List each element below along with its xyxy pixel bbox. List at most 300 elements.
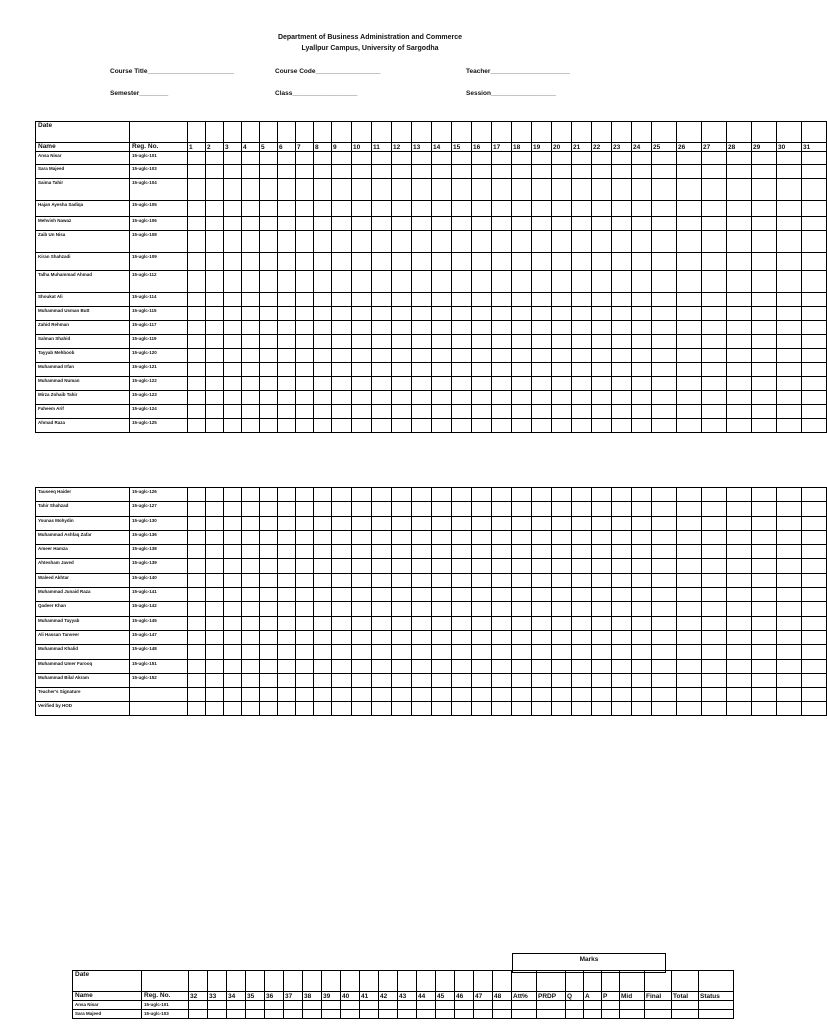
attendance-cell[interactable]	[188, 405, 206, 419]
signature-cell[interactable]	[652, 702, 677, 716]
signature-cell[interactable]	[532, 688, 552, 702]
attendance-cell[interactable]	[412, 405, 432, 419]
signature-cell[interactable]	[412, 702, 432, 716]
attendance-cell[interactable]	[352, 419, 372, 433]
attendance-cell[interactable]	[260, 573, 278, 587]
attendance-cell[interactable]	[296, 271, 314, 293]
attendance-cell[interactable]	[472, 179, 492, 201]
attendance-cell[interactable]	[632, 588, 652, 602]
signature-cell[interactable]	[572, 688, 592, 702]
attendance-cell[interactable]	[265, 1001, 284, 1010]
attendance-cell[interactable]	[612, 217, 632, 231]
attendance-cell[interactable]	[432, 335, 452, 349]
attendance-cell[interactable]	[727, 616, 752, 630]
attendance-cell[interactable]	[314, 630, 332, 644]
attendance-cell[interactable]	[752, 530, 777, 544]
attendance-cell[interactable]	[632, 616, 652, 630]
attendance-cell[interactable]	[332, 588, 352, 602]
attendance-cell[interactable]	[206, 559, 224, 573]
attendance-cell[interactable]	[652, 307, 677, 321]
attendance-cell[interactable]	[352, 405, 372, 419]
attendance-cell[interactable]	[372, 673, 392, 687]
attendance-cell[interactable]	[314, 659, 332, 673]
attendance-cell[interactable]	[612, 419, 632, 433]
marks-cell[interactable]	[602, 1010, 620, 1019]
attendance-cell[interactable]	[632, 335, 652, 349]
attendance-cell[interactable]	[572, 201, 592, 217]
date-cell[interactable]	[677, 122, 702, 143]
attendance-cell[interactable]	[224, 559, 242, 573]
attendance-cell[interactable]	[474, 1001, 493, 1010]
attendance-cell[interactable]	[224, 488, 242, 502]
attendance-cell[interactable]	[296, 488, 314, 502]
attendance-cell[interactable]	[227, 1010, 246, 1019]
attendance-cell[interactable]	[572, 488, 592, 502]
semester-field[interactable]: Semester________	[110, 90, 169, 97]
attendance-cell[interactable]	[727, 530, 752, 544]
attendance-cell[interactable]	[352, 391, 372, 405]
attendance-cell[interactable]	[260, 659, 278, 673]
date-cell[interactable]	[379, 971, 398, 992]
attendance-cell[interactable]	[752, 588, 777, 602]
attendance-cell[interactable]	[677, 165, 702, 179]
attendance-cell[interactable]	[352, 231, 372, 253]
attendance-cell[interactable]	[652, 363, 677, 377]
attendance-cell[interactable]	[432, 588, 452, 602]
attendance-cell[interactable]	[188, 377, 206, 391]
attendance-cell[interactable]	[532, 659, 552, 673]
attendance-cell[interactable]	[296, 673, 314, 687]
attendance-cell[interactable]	[412, 516, 432, 530]
date-cell[interactable]	[493, 971, 512, 992]
attendance-cell[interactable]	[802, 645, 827, 659]
attendance-cell[interactable]	[532, 321, 552, 335]
attendance-cell[interactable]	[512, 673, 532, 687]
attendance-cell[interactable]	[572, 307, 592, 321]
attendance-cell[interactable]	[260, 488, 278, 502]
attendance-cell[interactable]	[206, 165, 224, 179]
attendance-cell[interactable]	[392, 602, 412, 616]
attendance-cell[interactable]	[512, 349, 532, 363]
attendance-cell[interactable]	[296, 321, 314, 335]
attendance-cell[interactable]	[702, 488, 727, 502]
attendance-cell[interactable]	[802, 335, 827, 349]
attendance-cell[interactable]	[352, 253, 372, 271]
attendance-cell[interactable]	[341, 1010, 360, 1019]
attendance-cell[interactable]	[677, 545, 702, 559]
attendance-cell[interactable]	[278, 201, 296, 217]
attendance-cell[interactable]	[552, 335, 572, 349]
signature-cell[interactable]	[224, 702, 242, 716]
attendance-cell[interactable]	[332, 516, 352, 530]
attendance-cell[interactable]	[452, 363, 472, 377]
attendance-cell[interactable]	[242, 602, 260, 616]
attendance-cell[interactable]	[278, 217, 296, 231]
attendance-cell[interactable]	[612, 349, 632, 363]
attendance-cell[interactable]	[412, 545, 432, 559]
attendance-cell[interactable]	[314, 616, 332, 630]
attendance-cell[interactable]	[242, 545, 260, 559]
attendance-cell[interactable]	[296, 293, 314, 307]
attendance-cell[interactable]	[652, 616, 677, 630]
attendance-cell[interactable]	[224, 419, 242, 433]
attendance-cell[interactable]	[493, 1001, 512, 1010]
attendance-cell[interactable]	[224, 630, 242, 644]
attendance-cell[interactable]	[278, 419, 296, 433]
status-cell[interactable]	[699, 1001, 734, 1010]
attendance-cell[interactable]	[612, 530, 632, 544]
attendance-cell[interactable]	[752, 659, 777, 673]
attendance-cell[interactable]	[652, 271, 677, 293]
attendance-cell[interactable]	[398, 1001, 417, 1010]
attendance-cell[interactable]	[242, 321, 260, 335]
attendance-cell[interactable]	[512, 293, 532, 307]
attendance-cell[interactable]	[572, 673, 592, 687]
attendance-cell[interactable]	[612, 659, 632, 673]
attendance-cell[interactable]	[612, 573, 632, 587]
attendance-cell[interactable]	[296, 363, 314, 377]
attendance-cell[interactable]	[352, 335, 372, 349]
attendance-cell[interactable]	[296, 349, 314, 363]
signature-cell[interactable]	[452, 702, 472, 716]
signature-cell[interactable]	[188, 702, 206, 716]
attendance-cell[interactable]	[372, 488, 392, 502]
attendance-cell[interactable]	[702, 165, 727, 179]
attendance-cell[interactable]	[260, 602, 278, 616]
attendance-cell[interactable]	[777, 349, 802, 363]
attendance-cell[interactable]	[332, 271, 352, 293]
attendance-cell[interactable]	[802, 419, 827, 433]
attendance-cell[interactable]	[702, 217, 727, 231]
attendance-cell[interactable]	[392, 545, 412, 559]
attendance-cell[interactable]	[206, 271, 224, 293]
attendance-cell[interactable]	[612, 673, 632, 687]
attendance-cell[interactable]	[612, 179, 632, 201]
signature-cell[interactable]	[392, 688, 412, 702]
attendance-cell[interactable]	[188, 545, 206, 559]
attendance-cell[interactable]	[472, 201, 492, 217]
attendance-cell[interactable]	[552, 253, 572, 271]
attendance-cell[interactable]	[278, 391, 296, 405]
date-cell[interactable]	[512, 122, 532, 143]
attendance-cell[interactable]	[224, 545, 242, 559]
attendance-cell[interactable]	[572, 293, 592, 307]
signature-cell[interactable]	[206, 688, 224, 702]
attendance-cell[interactable]	[802, 391, 827, 405]
attendance-cell[interactable]	[412, 293, 432, 307]
attendance-cell[interactable]	[612, 488, 632, 502]
attendance-cell[interactable]	[592, 616, 612, 630]
attendance-cell[interactable]	[632, 349, 652, 363]
attendance-cell[interactable]	[246, 1001, 265, 1010]
attendance-cell[interactable]	[392, 217, 412, 231]
attendance-cell[interactable]	[552, 405, 572, 419]
attendance-cell[interactable]	[492, 559, 512, 573]
date-cell[interactable]	[360, 971, 379, 992]
attendance-cell[interactable]	[552, 502, 572, 516]
attendance-cell[interactable]	[802, 405, 827, 419]
attendance-cell[interactable]	[472, 502, 492, 516]
marks-cell[interactable]	[584, 1001, 602, 1010]
attendance-cell[interactable]	[372, 659, 392, 673]
attendance-cell[interactable]	[592, 645, 612, 659]
attendance-cell[interactable]	[188, 659, 206, 673]
attendance-cell[interactable]	[702, 559, 727, 573]
attendance-cell[interactable]	[332, 377, 352, 391]
date-cell[interactable]	[188, 122, 206, 143]
attendance-cell[interactable]	[472, 545, 492, 559]
attendance-cell[interactable]	[452, 419, 472, 433]
signature-cell[interactable]	[752, 702, 777, 716]
attendance-cell[interactable]	[224, 502, 242, 516]
attendance-cell[interactable]	[432, 271, 452, 293]
attendance-cell[interactable]	[677, 349, 702, 363]
attendance-cell[interactable]	[677, 231, 702, 253]
status-cell[interactable]	[699, 1010, 734, 1019]
attendance-cell[interactable]	[432, 645, 452, 659]
attendance-cell[interactable]	[206, 419, 224, 433]
attendance-cell[interactable]	[802, 377, 827, 391]
attendance-cell[interactable]	[632, 271, 652, 293]
signature-cell[interactable]	[242, 688, 260, 702]
attendance-cell[interactable]	[452, 201, 472, 217]
attendance-cell[interactable]	[432, 673, 452, 687]
attendance-cell[interactable]	[224, 516, 242, 530]
attendance-cell[interactable]	[512, 419, 532, 433]
attendance-cell[interactable]	[392, 165, 412, 179]
attendance-cell[interactable]	[472, 165, 492, 179]
session-field[interactable]: Session__________________	[466, 90, 556, 97]
attendance-cell[interactable]	[242, 405, 260, 419]
attendance-cell[interactable]	[612, 165, 632, 179]
attendance-cell[interactable]	[242, 253, 260, 271]
attendance-cell[interactable]	[242, 502, 260, 516]
attendance-cell[interactable]	[260, 405, 278, 419]
attendance-cell[interactable]	[572, 602, 592, 616]
date-cell[interactable]	[632, 122, 652, 143]
attendance-cell[interactable]	[492, 165, 512, 179]
date-cell[interactable]	[612, 122, 632, 143]
attendance-cell[interactable]	[314, 645, 332, 659]
attendance-cell[interactable]	[188, 217, 206, 231]
attendance-cell[interactable]	[512, 377, 532, 391]
attendance-cell[interactable]	[512, 559, 532, 573]
attendance-cell[interactable]	[314, 488, 332, 502]
attendance-cell[interactable]	[652, 630, 677, 644]
attendance-cell[interactable]	[702, 231, 727, 253]
attendance-cell[interactable]	[802, 530, 827, 544]
attendance-cell[interactable]	[532, 391, 552, 405]
attendance-cell[interactable]	[278, 165, 296, 179]
attendance-cell[interactable]	[296, 335, 314, 349]
signature-cell[interactable]	[260, 688, 278, 702]
attendance-cell[interactable]	[492, 201, 512, 217]
attendance-cell[interactable]	[436, 1001, 455, 1010]
attendance-cell[interactable]	[652, 405, 677, 419]
attendance-cell[interactable]	[332, 307, 352, 321]
attendance-cell[interactable]	[492, 502, 512, 516]
attendance-cell[interactable]	[552, 602, 572, 616]
attendance-cell[interactable]	[727, 377, 752, 391]
attendance-cell[interactable]	[432, 363, 452, 377]
course-code-field[interactable]: Course Code__________________	[275, 68, 381, 75]
marks-cell[interactable]	[602, 1001, 620, 1010]
attendance-cell[interactable]	[572, 559, 592, 573]
attendance-cell[interactable]	[752, 630, 777, 644]
attendance-cell[interactable]	[592, 588, 612, 602]
attendance-cell[interactable]	[532, 307, 552, 321]
attendance-cell[interactable]	[296, 231, 314, 253]
attendance-cell[interactable]	[278, 645, 296, 659]
attendance-cell[interactable]	[372, 530, 392, 544]
date-cell[interactable]	[802, 122, 827, 143]
attendance-cell[interactable]	[452, 545, 472, 559]
attendance-cell[interactable]	[278, 516, 296, 530]
attendance-cell[interactable]	[242, 391, 260, 405]
attendance-cell[interactable]	[652, 673, 677, 687]
attendance-cell[interactable]	[372, 349, 392, 363]
attendance-cell[interactable]	[322, 1001, 341, 1010]
signature-cell[interactable]	[677, 702, 702, 716]
attendance-cell[interactable]	[802, 217, 827, 231]
attendance-cell[interactable]	[314, 152, 332, 165]
attendance-cell[interactable]	[188, 588, 206, 602]
attendance-cell[interactable]	[592, 602, 612, 616]
attendance-cell[interactable]	[242, 201, 260, 217]
attendance-cell[interactable]	[332, 616, 352, 630]
attendance-cell[interactable]	[572, 659, 592, 673]
attendance-cell[interactable]	[188, 307, 206, 321]
attendance-cell[interactable]	[777, 335, 802, 349]
attendance-cell[interactable]	[752, 165, 777, 179]
attendance-cell[interactable]	[777, 307, 802, 321]
attendance-cell[interactable]	[206, 335, 224, 349]
attendance-cell[interactable]	[260, 217, 278, 231]
attendance-cell[interactable]	[372, 377, 392, 391]
attendance-cell[interactable]	[188, 321, 206, 335]
attendance-cell[interactable]	[492, 616, 512, 630]
date-cell[interactable]	[777, 122, 802, 143]
attendance-cell[interactable]	[552, 307, 572, 321]
attendance-cell[interactable]	[412, 419, 432, 433]
attendance-cell[interactable]	[632, 419, 652, 433]
signature-cell[interactable]	[224, 688, 242, 702]
attendance-cell[interactable]	[802, 152, 827, 165]
attendance-cell[interactable]	[260, 152, 278, 165]
attendance-cell[interactable]	[632, 573, 652, 587]
attendance-cell[interactable]	[206, 659, 224, 673]
signature-cell[interactable]	[188, 688, 206, 702]
attendance-cell[interactable]	[332, 645, 352, 659]
attendance-cell[interactable]	[206, 645, 224, 659]
attendance-cell[interactable]	[632, 377, 652, 391]
attendance-cell[interactable]	[702, 307, 727, 321]
attendance-cell[interactable]	[472, 217, 492, 231]
attendance-cell[interactable]	[352, 588, 372, 602]
attendance-cell[interactable]	[652, 602, 677, 616]
attendance-cell[interactable]	[802, 253, 827, 271]
attendance-cell[interactable]	[677, 530, 702, 544]
attendance-cell[interactable]	[532, 488, 552, 502]
attendance-cell[interactable]	[352, 545, 372, 559]
attendance-cell[interactable]	[278, 253, 296, 271]
date-cell[interactable]	[341, 971, 360, 992]
attendance-cell[interactable]	[296, 253, 314, 271]
date-cell[interactable]	[436, 971, 455, 992]
attendance-cell[interactable]	[392, 419, 412, 433]
attendance-cell[interactable]	[752, 152, 777, 165]
attendance-cell[interactable]	[188, 630, 206, 644]
signature-cell[interactable]	[552, 702, 572, 716]
attendance-cell[interactable]	[260, 165, 278, 179]
signature-cell[interactable]	[702, 702, 727, 716]
attendance-cell[interactable]	[632, 321, 652, 335]
attendance-cell[interactable]	[227, 1001, 246, 1010]
attendance-cell[interactable]	[452, 405, 472, 419]
signature-cell[interactable]	[532, 702, 552, 716]
attendance-cell[interactable]	[632, 165, 652, 179]
attendance-cell[interactable]	[314, 271, 332, 293]
attendance-cell[interactable]	[632, 201, 652, 217]
signature-cell[interactable]	[296, 702, 314, 716]
attendance-cell[interactable]	[452, 307, 472, 321]
attendance-cell[interactable]	[532, 335, 552, 349]
attendance-cell[interactable]	[652, 391, 677, 405]
date-cell[interactable]	[372, 122, 392, 143]
attendance-cell[interactable]	[206, 231, 224, 253]
attendance-cell[interactable]	[652, 502, 677, 516]
attendance-cell[interactable]	[632, 488, 652, 502]
attendance-cell[interactable]	[592, 307, 612, 321]
attendance-cell[interactable]	[552, 293, 572, 307]
attendance-cell[interactable]	[492, 321, 512, 335]
attendance-cell[interactable]	[512, 307, 532, 321]
attendance-cell[interactable]	[727, 217, 752, 231]
attendance-cell[interactable]	[314, 530, 332, 544]
signature-cell[interactable]	[727, 702, 752, 716]
attendance-cell[interactable]	[412, 271, 432, 293]
attendance-cell[interactable]	[632, 152, 652, 165]
attendance-cell[interactable]	[452, 271, 472, 293]
attendance-cell[interactable]	[532, 530, 552, 544]
attendance-cell[interactable]	[702, 502, 727, 516]
attendance-cell[interactable]	[677, 559, 702, 573]
attendance-cell[interactable]	[612, 201, 632, 217]
attendance-cell[interactable]	[592, 419, 612, 433]
attendance-cell[interactable]	[777, 588, 802, 602]
attendance-cell[interactable]	[332, 165, 352, 179]
attendance-cell[interactable]	[188, 363, 206, 377]
attendance-cell[interactable]	[206, 179, 224, 201]
date-cell[interactable]	[752, 122, 777, 143]
attendance-cell[interactable]	[727, 363, 752, 377]
attendance-cell[interactable]	[188, 530, 206, 544]
attendance-cell[interactable]	[372, 363, 392, 377]
attendance-cell[interactable]	[677, 201, 702, 217]
signature-cell[interactable]	[432, 688, 452, 702]
attendance-cell[interactable]	[412, 488, 432, 502]
attendance-cell[interactable]	[372, 419, 392, 433]
attendance-cell[interactable]	[492, 516, 512, 530]
attendance-cell[interactable]	[392, 271, 412, 293]
attendance-cell[interactable]	[246, 1010, 265, 1019]
attendance-cell[interactable]	[208, 1001, 227, 1010]
attendance-cell[interactable]	[242, 231, 260, 253]
attendance-cell[interactable]	[432, 516, 452, 530]
attendance-cell[interactable]	[572, 165, 592, 179]
attendance-cell[interactable]	[552, 630, 572, 644]
attendance-cell[interactable]	[432, 616, 452, 630]
